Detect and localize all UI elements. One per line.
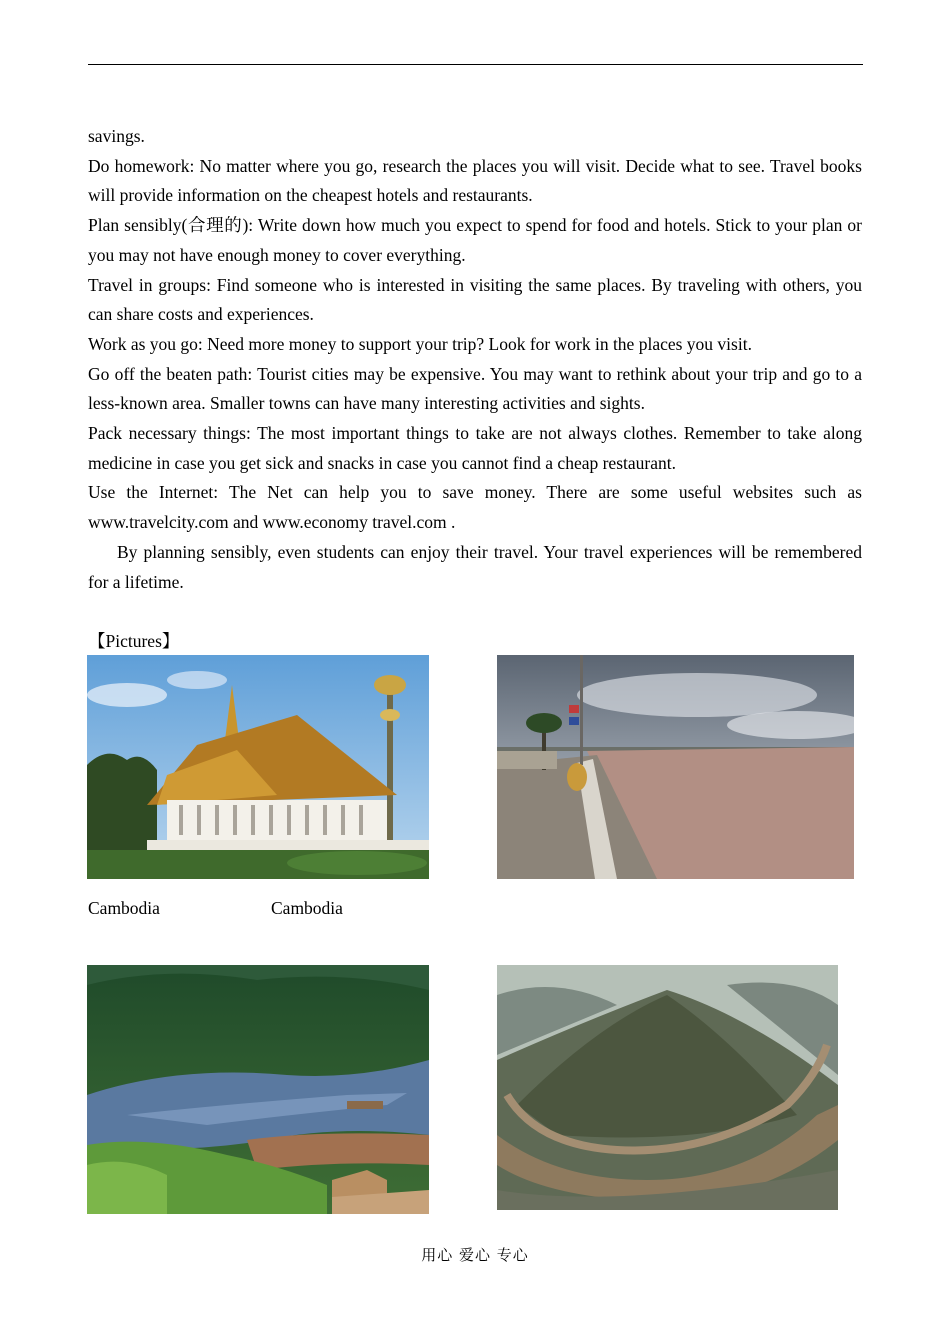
paragraph: Use the Internet: The Net can help you to save money. There are some useful websites such as www.travelcity.com and www.economy travel.com . — [88, 482, 862, 533]
caption-photo-2: Cambodia — [271, 898, 343, 918]
photo-river-bend — [497, 965, 838, 1210]
pictures-heading: 【Pictures】 — [88, 631, 180, 651]
paragraph: Do homework: No matter where you go, research the places you will visit. Decide what to see. Travel books will provide information on the cheapest hotels and restaurants. — [88, 155, 862, 206]
closing-paragraph: By planning sensibly, even students can enjoy their travel. Your travel experiences will be remembered for a lifetime. — [88, 541, 862, 592]
page-footer: 用心 爱心 专心 — [421, 1246, 529, 1264]
paragraph: Go off the beaten path: Tourist cities may be expensive. You may want to rethink about your trip and go to a less-known area. Smaller towns can have many interesting activities and sights. — [88, 363, 862, 414]
photo-river-valley — [87, 965, 429, 1214]
article-body — [88, 122, 862, 597]
paragraph: Work as you go: Need more money to support your trip? Look for work in the places you visit. — [88, 333, 752, 354]
paragraph: Plan sensibly(合理的): Write down how much you expect to spend for food and hotels. Stick to your plan or you may not have enough money to cover everything. — [88, 215, 862, 265]
photo-riverfront — [497, 655, 854, 879]
caption-photo-1: Cambodia — [88, 898, 160, 918]
photo-royal-palace — [87, 655, 429, 879]
paragraph: Travel in groups: Find someone who is interested in visiting the same places. By traveling with others, you can share costs and experiences. — [88, 274, 862, 325]
header-rule — [88, 64, 863, 65]
paragraph: Pack necessary things: The most important things to take are not always clothes. Remember to take along medicine in case you get sick and snacks in case you cannot find a cheap restaurant. — [88, 423, 862, 473]
paragraph: savings. — [88, 126, 145, 146]
